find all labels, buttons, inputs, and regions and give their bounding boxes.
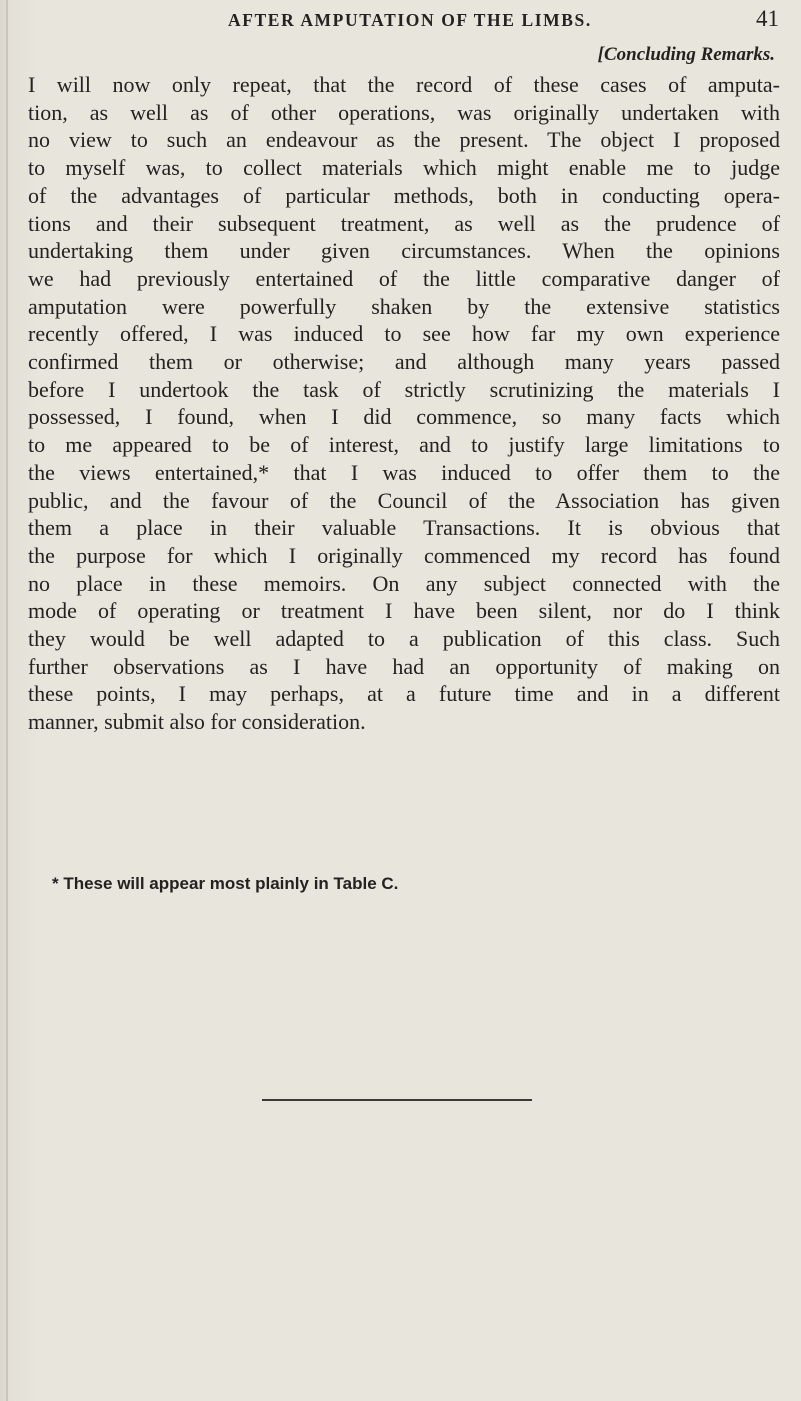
paragraph-line: public, and the favour of the Council of the Association has given <box>28 487 780 513</box>
running-head <box>0 4 801 34</box>
section-label: [Concluding Remarks. <box>597 44 775 65</box>
paragraph-line: we had previously entertained of the little comparative danger of <box>28 265 780 291</box>
body-paragraph <box>28 71 780 736</box>
paragraph-line: manner, submit also for consideration. <box>28 709 366 735</box>
paragraph-line: no view to such an endeavour as the present. The object I proposed <box>28 127 780 153</box>
paragraph-line: them a place in their valuable Transactions. It is obvious that <box>28 515 780 541</box>
paragraph-line: no place in these memoirs. On any subject connected with the <box>28 570 780 596</box>
binding-gutter <box>6 0 8 1401</box>
paragraph-line: further observations as I have had an opportunity of making on <box>28 653 780 679</box>
paragraph-line: the views entertained,* that I was induced to offer them to the <box>28 459 780 485</box>
running-title: AFTER AMPUTATION OF THE LIMBS. <box>228 10 592 30</box>
paragraph-line: before I undertook the task of strictly scrutinizing the materials I <box>28 376 780 402</box>
paragraph-line: they would be well adapted to a publication of this class. Such <box>28 626 780 652</box>
footnote: * These will appear most plainly in Table C. <box>52 874 399 893</box>
paragraph-line: confirmed them or otherwise; and although many years passed <box>28 349 780 375</box>
paragraph-line: possessed, I found, when I did commence, so many facts which <box>28 404 780 430</box>
paragraph-line: of the advantages of particular methods, both in conducting opera- <box>28 182 780 208</box>
paragraph-line: amputation were powerfully shaken by the extensive statistics <box>28 293 780 319</box>
paragraph-line: mode of operating or treatment I have been silent, nor do I think <box>28 598 780 624</box>
paragraph-line: recently offered, I was induced to see how far my own experience <box>28 321 780 347</box>
paragraph-line: I will now only repeat, that the record of these cases of amputa- <box>28 72 780 97</box>
paragraph-line: to me appeared to be of interest, and to justify large limitations to <box>28 432 780 458</box>
paragraph-line: to myself was, to collect materials which might enable me to judge <box>28 155 780 181</box>
horizontal-rule <box>262 1099 532 1101</box>
paragraph-line: the purpose for which I originally commenced my record has found <box>28 542 780 568</box>
paragraph-line: tions and their subsequent treatment, as well as the prudence of <box>28 210 780 236</box>
paragraph-line: undertaking them under given circumstances. When the opinions <box>28 238 780 264</box>
paragraph-line: these points, I may perhaps, at a future time and in a different <box>28 681 780 707</box>
page-number: 41 <box>756 6 779 31</box>
paragraph-line: tion, as well as of other operations, was originally undertaken with <box>28 99 780 125</box>
